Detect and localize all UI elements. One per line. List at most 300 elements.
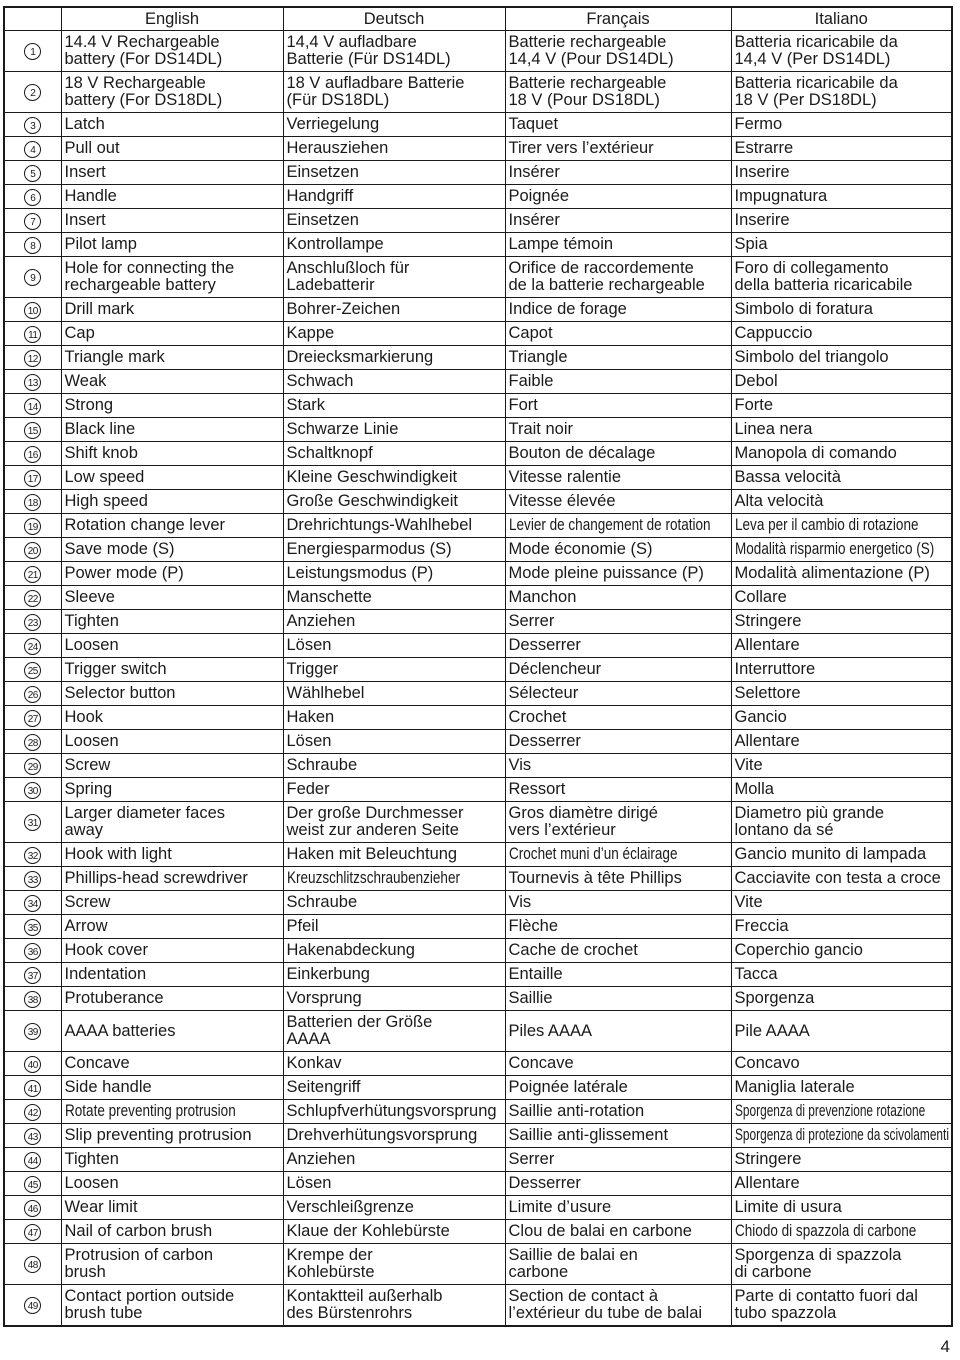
cell-it [731,538,952,562]
cell-it: Allentare [731,730,952,754]
cell-fr: Vis [505,891,731,915]
table-row [4,754,952,778]
item-number-badge: 17 [24,470,41,487]
cell-it: Gancio [731,706,952,730]
cell-fr: Orifice de raccordemente de la batterie rechargeable [505,257,731,298]
cell-text-fr: Crochet muni d’un éclairage [508,845,677,863]
item-number-badge: 38 [24,991,41,1008]
cell-en: Shift knob [61,442,283,466]
item-number-badge: 13 [24,374,41,391]
item-number-cell [4,963,61,987]
table-row [4,257,952,298]
cell-it: Simbolo del triangolo [731,346,952,370]
cell-de: Große Geschwindigkeit [283,490,505,514]
cell-en: Black line [61,418,283,442]
item-number-badge: 46 [24,1200,41,1217]
cell-fr: Capot [505,322,731,346]
item-number-badge: 43 [24,1128,41,1145]
item-number-badge: 1 [24,43,41,60]
item-number-badge: 26 [24,686,41,703]
cell-fr: Vitesse ralentie [505,466,731,490]
cell-it: Tacca [731,963,952,987]
table-row [4,1148,952,1172]
cell-it: Modalità alimentazione (P) [731,562,952,586]
table-row [4,185,952,209]
item-number-badge: 32 [24,847,41,864]
cell-de: Dreiecksmarkierung [283,346,505,370]
item-number-cell [4,706,61,730]
item-number-badge: 27 [24,710,41,727]
cell-fr: Bouton de décalage [505,442,731,466]
table-row [4,322,952,346]
item-number-badge: 11 [24,326,41,343]
cell-it: Stringere [731,610,952,634]
cell-it: Batteria ricaricabile da 18 V (Per DS18DL) [731,72,952,113]
item-number-cell [4,1244,61,1285]
item-number-cell [4,185,61,209]
cell-fr: Saillie anti-rotation [505,1100,731,1124]
cell-de: Drehverhütungsvorsprung [283,1124,505,1148]
item-number-cell [4,778,61,802]
cell-en: Hook with light [61,843,283,867]
cell-fr: Ressort [505,778,731,802]
cell-de: Hakenabdeckung [283,939,505,963]
cell-en: Loosen [61,730,283,754]
cell-fr: Mode économie (S) [505,538,731,562]
item-number-cell [4,322,61,346]
table-row [4,963,952,987]
table-row [4,843,952,867]
item-number-cell [4,113,61,137]
cell-en: Latch [61,113,283,137]
cell-de: Lösen [283,1172,505,1196]
table-row [4,137,952,161]
cell-de: Bohrer-Zeichen [283,298,505,322]
cell-fr: Trait noir [505,418,731,442]
cell-it: Sporgenza [731,987,952,1011]
table-row [4,706,952,730]
item-number-cell [4,72,61,113]
cell-de: Anschlußloch für Ladebatterir [283,257,505,298]
cell-de: Handgriff [283,185,505,209]
header-english: English [61,7,283,31]
cell-text-it: Sporgenza di protezione da scivolamenti [734,1126,949,1144]
cell-fr: Batterie rechargeable 18 V (Pour DS18DL) [505,72,731,113]
cell-it: Vite [731,754,952,778]
cell-fr: Desserrer [505,634,731,658]
table-row [4,209,952,233]
cell-fr [505,843,731,867]
cell-it: Fermo [731,113,952,137]
cell-de: Einkerbung [283,963,505,987]
item-number-cell [4,466,61,490]
cell-de: Schraube [283,891,505,915]
cell-en: Slip preventing protrusion [61,1124,283,1148]
cell-de: Lösen [283,730,505,754]
cell-de: Der große Durchmesser weist zur anderen Seite [283,802,505,843]
cell-it: Freccia [731,915,952,939]
item-number-badge: 40 [24,1056,41,1073]
item-number-cell [4,867,61,891]
table-row [4,939,952,963]
item-number-badge: 29 [24,758,41,775]
cell-de: Schwarze Linie [283,418,505,442]
table-row [4,915,952,939]
table-body [4,31,952,1327]
item-number-cell [4,442,61,466]
table-row [4,987,952,1011]
table-row [4,802,952,843]
cell-en: Hole for connecting the rechargeable battery [61,257,283,298]
item-number-cell [4,514,61,538]
cell-it: Linea nera [731,418,952,442]
cell-fr: Concave [505,1052,731,1076]
item-number-cell [4,1172,61,1196]
cell-it: Inserire [731,209,952,233]
cell-de: Einsetzen [283,161,505,185]
item-number-badge: 18 [24,494,41,511]
table-row [4,490,952,514]
item-number-badge: 30 [24,782,41,799]
item-number-badge: 49 [24,1297,41,1314]
table-row [4,891,952,915]
cell-en: Protuberance [61,987,283,1011]
cell-en: Weak [61,370,283,394]
cell-fr: Manchon [505,586,731,610]
cell-fr: Clou de balai en carbone [505,1220,731,1244]
item-number-cell [4,634,61,658]
cell-fr: Vis [505,754,731,778]
cell-de: Kontrollampe [283,233,505,257]
cell-it: Sporgenza di spazzola di carbone [731,1244,952,1285]
cell-de: Schraube [283,754,505,778]
item-number-badge: 4 [24,141,41,158]
cell-it: Stringere [731,1148,952,1172]
cell-fr: Piles AAAA [505,1011,731,1052]
cell-fr: Déclencheur [505,658,731,682]
cell-en: Save mode (S) [61,538,283,562]
cell-de: Manschette [283,586,505,610]
cell-en: 18 V Rechargeable battery (For DS18DL) [61,72,283,113]
cell-de: Pfeil [283,915,505,939]
cell-de: Haken [283,706,505,730]
item-number-cell [4,137,61,161]
cell-en: AAAA batteries [61,1011,283,1052]
cell-de: Wählhebel [283,682,505,706]
cell-text-en: Rotate preventing protrusion [64,1102,236,1120]
item-number-badge: 19 [24,518,41,535]
cell-it: Debol [731,370,952,394]
cell-en: Low speed [61,466,283,490]
cell-de: 18 V aufladbare Batterie (Für DS18DL) [283,72,505,113]
item-number-badge: 12 [24,350,41,367]
cell-fr: Insérer [505,161,731,185]
cell-en: Arrow [61,915,283,939]
table-row [4,442,952,466]
item-number-cell [4,1100,61,1124]
cell-it: Concavo [731,1052,952,1076]
item-number-cell [4,658,61,682]
cell-de: Anziehen [283,1148,505,1172]
cell-it [731,1220,952,1244]
table-row [4,1124,952,1148]
cell-de [283,867,505,891]
cell-fr: Saillie [505,987,731,1011]
cell-de: Batterien der Größe AAAA [283,1011,505,1052]
item-number-cell [4,586,61,610]
cell-de: Klaue der Kohlebürste [283,1220,505,1244]
cell-en: Hook cover [61,939,283,963]
item-number-cell [4,233,61,257]
cell-de: Haken mit Beleuchtung [283,843,505,867]
cell-en: Phillips-head screwdriver [61,867,283,891]
cell-de: Stark [283,394,505,418]
item-number-badge: 24 [24,638,41,655]
table-row [4,1285,952,1327]
cell-fr: Indice de forage [505,298,731,322]
cell-de: Seitengriff [283,1076,505,1100]
cell-de: Lösen [283,634,505,658]
item-number-cell [4,610,61,634]
cell-en: Nail of carbon brush [61,1220,283,1244]
cell-it: Molla [731,778,952,802]
table-row [4,31,952,72]
item-number-badge: 33 [24,871,41,888]
cell-it: Coperchio gancio [731,939,952,963]
cell-de: Krempe der Kohlebürste [283,1244,505,1285]
cell-fr: Fort [505,394,731,418]
item-number-badge: 41 [24,1080,41,1097]
table-row [4,658,952,682]
cell-it: Allentare [731,1172,952,1196]
table-row [4,514,952,538]
cell-de: Verschleißgrenze [283,1196,505,1220]
cell-en: Loosen [61,634,283,658]
cell-en: Loosen [61,1172,283,1196]
item-number-badge: 34 [24,895,41,912]
cell-de: Anziehen [283,610,505,634]
cell-de: Kleine Geschwindigkeit [283,466,505,490]
table-row [4,610,952,634]
table-row [4,730,952,754]
cell-de: Drehrichtungs-Wahlhebel [283,514,505,538]
cell-de: Konkav [283,1052,505,1076]
item-number-badge: 42 [24,1104,41,1121]
header-deutsch: Deutsch [283,7,505,31]
cell-en: Indentation [61,963,283,987]
cell-en: Drill mark [61,298,283,322]
cell-de: Schlupfverhütungsvorsprung [283,1100,505,1124]
cell-en [61,1100,283,1124]
item-number-badge: 44 [24,1152,41,1169]
parts-glossary-table [3,6,953,1327]
item-number-cell [4,298,61,322]
item-number-badge: 5 [24,165,41,182]
cell-fr: Poignée [505,185,731,209]
item-number-badge: 25 [24,662,41,679]
cell-text-de: Kreuzschlitzschraubenzieher [286,869,460,887]
table-row [4,418,952,442]
table-row [4,778,952,802]
table-header [4,7,952,31]
cell-de: Leistungsmodus (P) [283,562,505,586]
item-number-cell [4,257,61,298]
page-number: 4 [940,1337,950,1356]
cell-de: Kontaktteil außerhalb des Bürstenrohrs [283,1285,505,1327]
cell-de: 14,4 V aufladbare Batterie (Für DS14DL) [283,31,505,72]
item-number-cell [4,843,61,867]
item-number-badge: 28 [24,734,41,751]
item-number-badge: 36 [24,943,41,960]
cell-en: Protrusion of carbon brush [61,1244,283,1285]
cell-it: Spia [731,233,952,257]
item-number-badge: 20 [24,542,41,559]
cell-it [731,514,952,538]
item-number-badge: 2 [24,84,41,101]
table-row [4,867,952,891]
cell-it: Cacciavite con testa a croce [731,867,952,891]
cell-fr: Section de contact à l’extérieur du tube de balai [505,1285,731,1327]
item-number-cell [4,891,61,915]
item-number-badge: 22 [24,590,41,607]
item-number-cell [4,562,61,586]
item-number-cell [4,1220,61,1244]
item-number-cell [4,394,61,418]
item-number-badge: 47 [24,1224,41,1241]
cell-fr: Saillie anti-glissement [505,1124,731,1148]
cell-en: Spring [61,778,283,802]
item-number-cell [4,1285,61,1327]
cell-fr: Flèche [505,915,731,939]
cell-de: Schwach [283,370,505,394]
cell-fr: Taquet [505,113,731,137]
table-row [4,682,952,706]
cell-fr: Batterie rechargeable 14,4 V (Pour DS14DL) [505,31,731,72]
table-row [4,562,952,586]
item-number-badge: 31 [24,814,41,831]
item-number-cell [4,939,61,963]
cell-fr: Limite d’usure [505,1196,731,1220]
cell-it [731,1100,952,1124]
cell-fr: Poignée latérale [505,1076,731,1100]
cell-fr: Desserrer [505,730,731,754]
header-francais: Français [505,7,731,31]
cell-de: Einsetzen [283,209,505,233]
header-row [4,7,952,31]
item-number-badge: 3 [24,117,41,134]
cell-en: Contact portion outside brush tube [61,1285,283,1327]
item-number-badge: 6 [24,189,41,206]
cell-fr: Mode pleine puissance (P) [505,562,731,586]
item-number-badge: 21 [24,566,41,583]
cell-text-it: Chiodo di spazzola di carbone [734,1222,916,1240]
table-row [4,634,952,658]
cell-it: Bassa velocità [731,466,952,490]
table-row [4,370,952,394]
table-row [4,298,952,322]
cell-de: Vorsprung [283,987,505,1011]
table-row [4,1052,952,1076]
cell-it [731,1124,952,1148]
item-number-cell [4,538,61,562]
cell-de: Kappe [283,322,505,346]
item-number-badge: 14 [24,398,41,415]
cell-en: Pull out [61,137,283,161]
cell-it: Manopola di comando [731,442,952,466]
header-italiano: Italiano [731,7,952,31]
cell-fr: Insérer [505,209,731,233]
table-row [4,72,952,113]
cell-fr: Serrer [505,1148,731,1172]
item-number-badge: 35 [24,919,41,936]
cell-en: Larger diameter faces away [61,802,283,843]
item-number-badge: 7 [24,213,41,230]
cell-en: Handle [61,185,283,209]
cell-text-it: Leva per il cambio di rotazione [734,516,919,534]
item-number-cell [4,682,61,706]
cell-en: Tighten [61,610,283,634]
table-row [4,586,952,610]
cell-it: Alta velocità [731,490,952,514]
cell-de: Feder [283,778,505,802]
cell-fr: Entaille [505,963,731,987]
cell-it: Diametro più grande lontano da sé [731,802,952,843]
cell-en: Screw [61,754,283,778]
table-row [4,161,952,185]
cell-en: Tighten [61,1148,283,1172]
cell-fr: Desserrer [505,1172,731,1196]
item-number-badge: 45 [24,1176,41,1193]
cell-en: Insert [61,209,283,233]
cell-it: Allentare [731,634,952,658]
item-number-badge: 39 [24,1023,41,1040]
cell-it: Vite [731,891,952,915]
cell-de: Energiesparmodus (S) [283,538,505,562]
table-row [4,113,952,137]
item-number-cell [4,915,61,939]
item-number-cell [4,161,61,185]
item-number-badge: 16 [24,446,41,463]
table-row [4,1220,952,1244]
cell-fr: Faible [505,370,731,394]
cell-it: Pile AAAA [731,1011,952,1052]
cell-en: Strong [61,394,283,418]
item-number-badge: 9 [24,269,41,286]
item-number-cell [4,370,61,394]
cell-en: Hook [61,706,283,730]
item-number-badge: 10 [24,302,41,319]
item-number-cell [4,209,61,233]
cell-it: Simbolo di foratura [731,298,952,322]
cell-text-it: Sporgenza di prevenzione rotazione [734,1102,925,1120]
cell-fr: Vitesse élevée [505,490,731,514]
cell-en: High speed [61,490,283,514]
item-number-badge: 48 [24,1256,41,1273]
table-row [4,346,952,370]
table-row [4,394,952,418]
table-row [4,1196,952,1220]
cell-en: Trigger switch [61,658,283,682]
cell-en: Cap [61,322,283,346]
cell-it: Maniglia laterale [731,1076,952,1100]
cell-en: Concave [61,1052,283,1076]
item-number-cell [4,1052,61,1076]
cell-it: Forte [731,394,952,418]
cell-it: Gancio munito di lampada [731,843,952,867]
cell-de: Verriegelung [283,113,505,137]
item-number-cell [4,1011,61,1052]
cell-en: Wear limit [61,1196,283,1220]
